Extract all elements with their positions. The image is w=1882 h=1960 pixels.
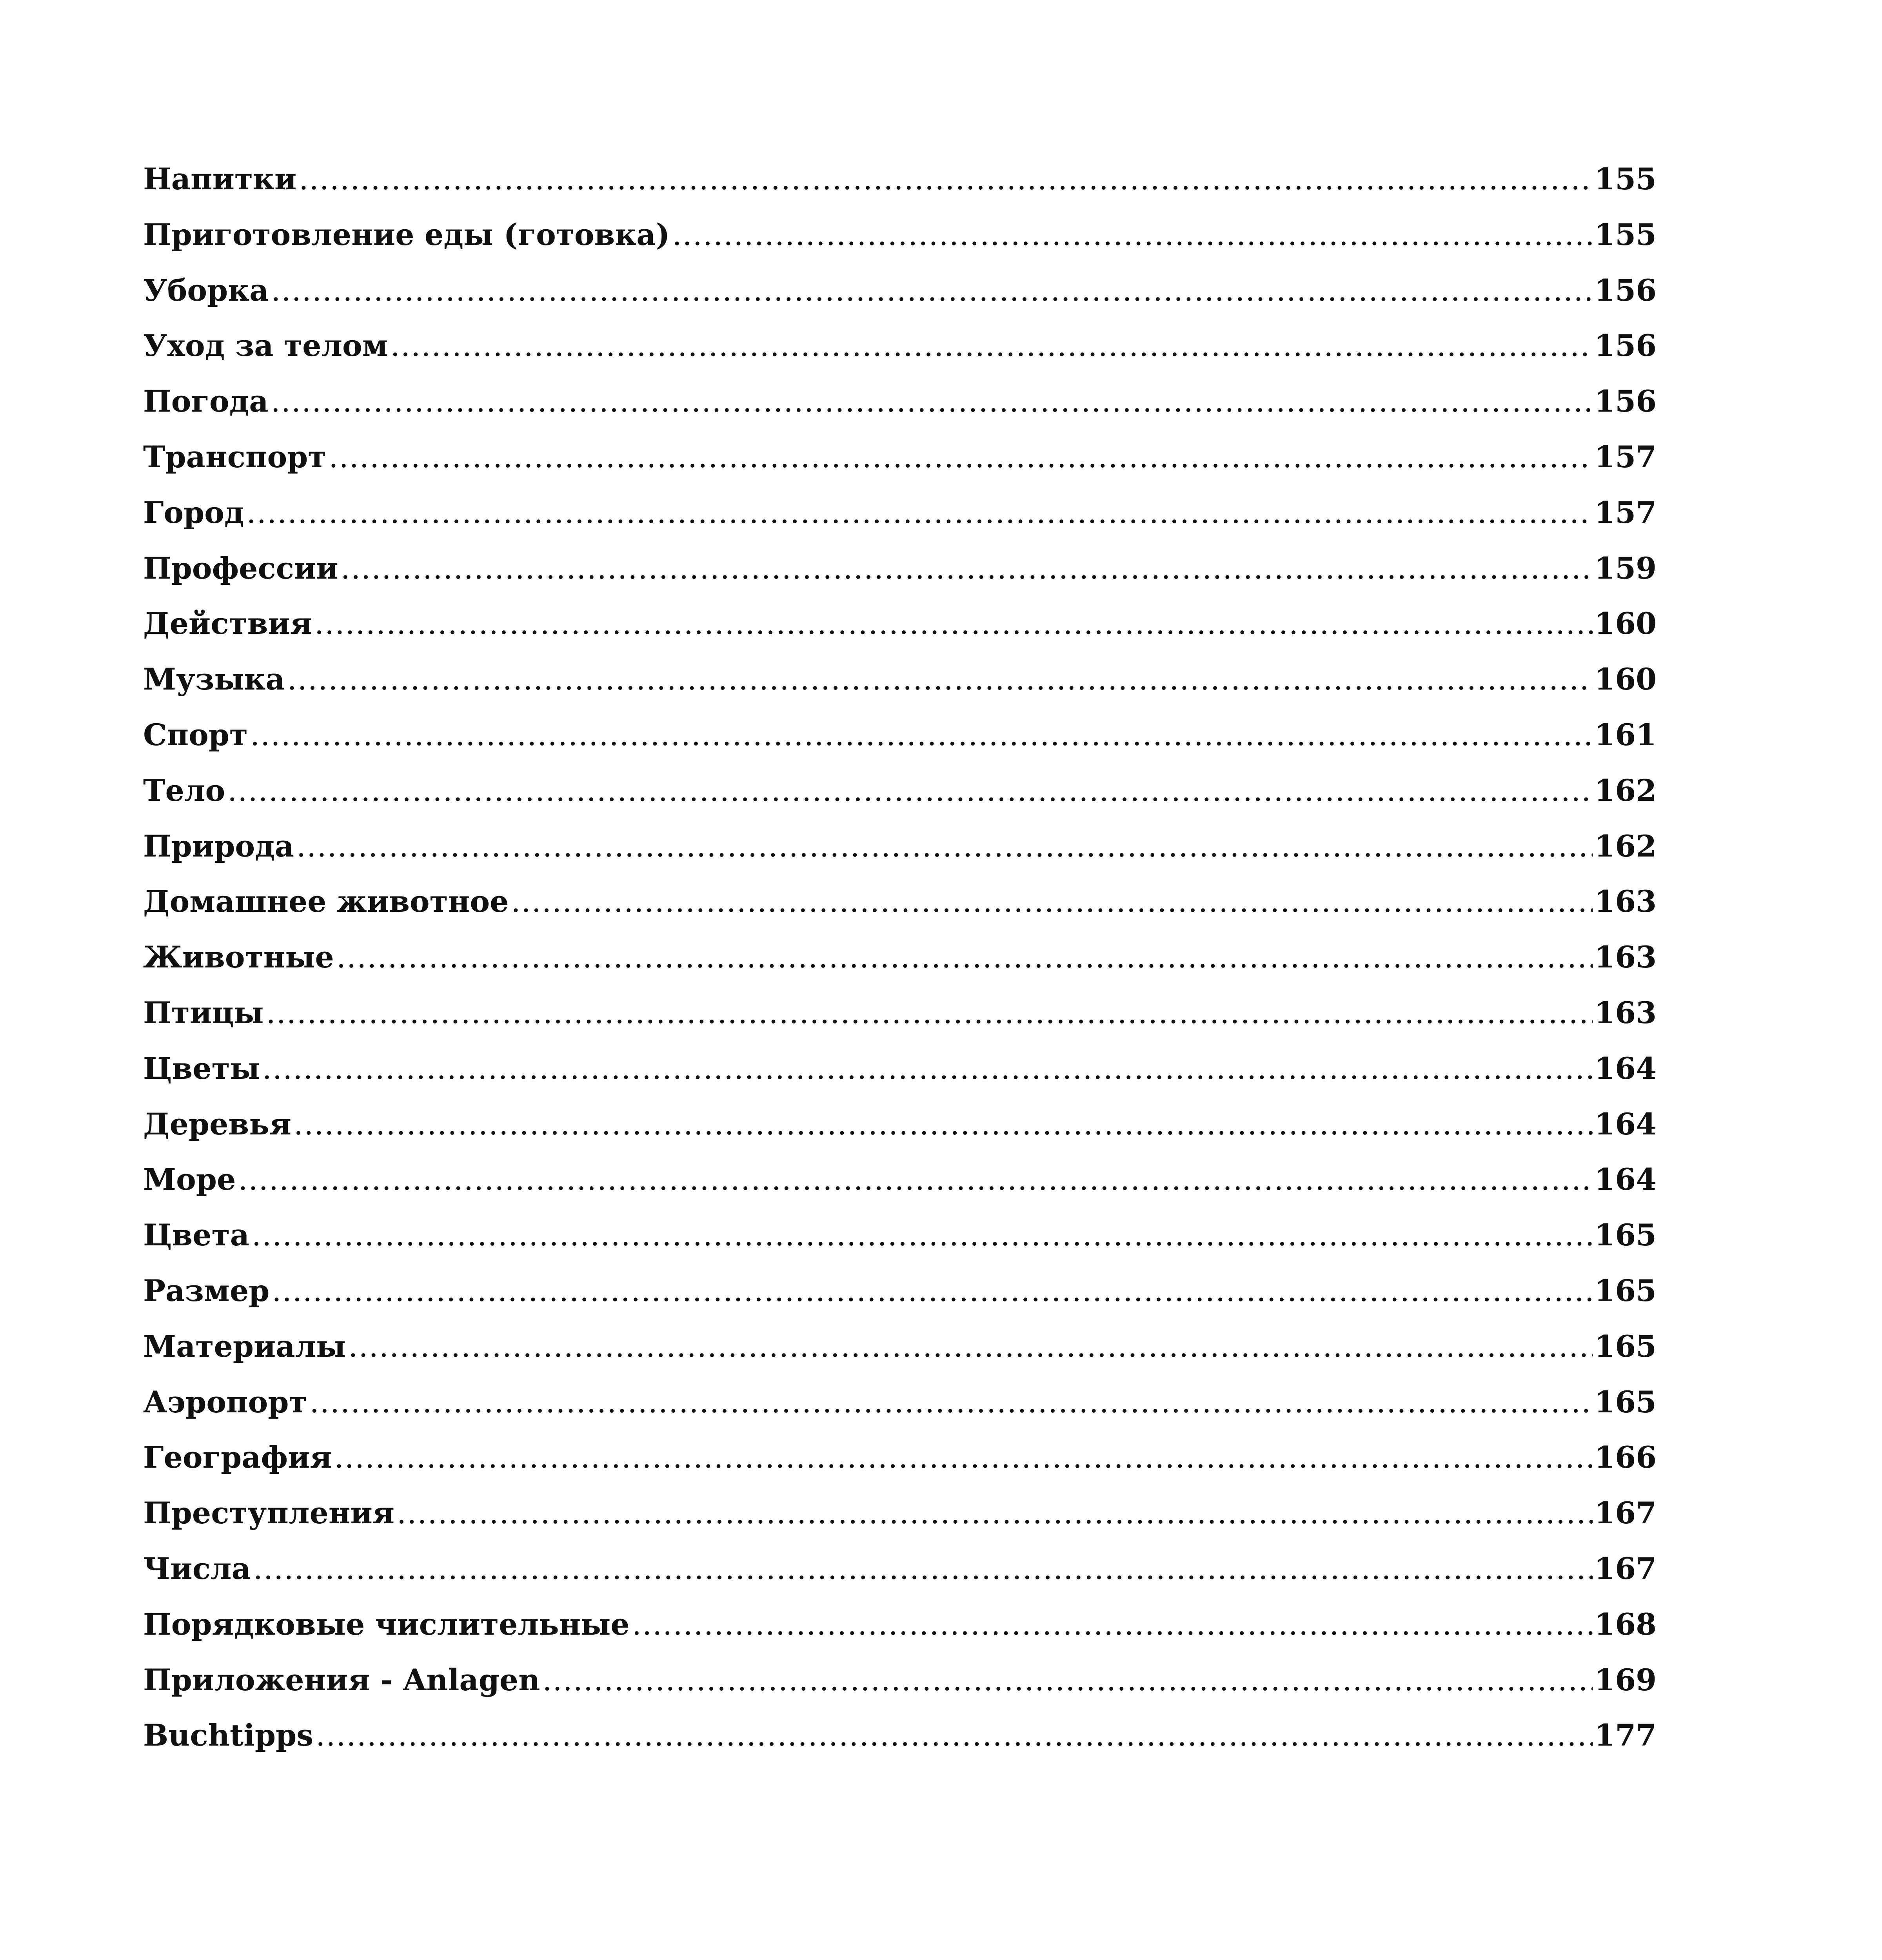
dot-leader [341, 551, 1593, 586]
toc-entry-page-number: 162 [1594, 828, 1657, 864]
toc-entry[interactable] [143, 1218, 1657, 1273]
dot-leader [252, 1218, 1593, 1252]
toc-entry[interactable] [143, 1440, 1657, 1495]
toc-entry[interactable] [143, 162, 1657, 217]
toc-entry-title: Действия [143, 606, 312, 641]
toc-entry-title: Числа [143, 1551, 251, 1586]
toc-entry[interactable] [143, 1385, 1657, 1440]
dot-leader [296, 829, 1593, 864]
dot-leader [316, 1718, 1593, 1753]
dot-leader [672, 217, 1593, 252]
dot-leader [271, 384, 1593, 419]
toc-entry[interactable] [143, 217, 1657, 273]
toc-entry-page-number: 156 [1594, 384, 1657, 419]
toc-entry-page-number: 155 [1594, 162, 1657, 196]
toc-entry-page-number: 166 [1594, 1440, 1657, 1475]
toc-entry-title: Порядковые числительные [143, 1606, 630, 1642]
toc-entry[interactable] [143, 662, 1657, 717]
toc-entry[interactable] [143, 717, 1657, 773]
toc-entry[interactable] [143, 1273, 1657, 1329]
toc-entry-title: Уход за телом [143, 328, 388, 363]
toc-entry-page-number: 165 [1594, 1384, 1657, 1419]
toc-entry-title: Приложения - Anlagen [143, 1662, 540, 1697]
dot-leader [314, 606, 1593, 641]
toc-entry[interactable] [143, 1495, 1657, 1551]
toc-entry-page-number: 167 [1594, 1551, 1657, 1586]
toc-entry[interactable] [143, 1662, 1657, 1718]
toc-entry-page-number: 165 [1594, 1328, 1657, 1364]
toc-entry-title: Цветы [143, 1051, 260, 1086]
toc-entry-title: Птицы [143, 995, 264, 1030]
dot-leader [238, 1162, 1593, 1197]
toc-entry-title: Аэропорт [143, 1384, 307, 1419]
toc-entry-page-number: 164 [1594, 1162, 1657, 1197]
toc-entry-page-number: 157 [1594, 495, 1657, 530]
toc-entry-title: Спорт [143, 717, 248, 752]
toc-entry[interactable] [143, 439, 1657, 495]
toc-entry-title: Домашнее животное [143, 884, 509, 919]
toc-entry-page-number: 160 [1594, 606, 1657, 641]
toc-entry-page-number: 169 [1594, 1662, 1657, 1697]
toc-entry[interactable] [143, 884, 1657, 940]
toc-entry-title: Размер [143, 1273, 270, 1308]
toc-entry[interactable] [143, 773, 1657, 829]
toc-entry-page-number: 156 [1594, 272, 1657, 308]
dot-leader [336, 940, 1593, 975]
toc-entry-page-number: 163 [1594, 884, 1657, 919]
toc-entry[interactable] [143, 1551, 1657, 1607]
toc-entry[interactable] [143, 606, 1657, 662]
toc-entry-title: Цвета [143, 1218, 249, 1253]
toc-entry-page-number: 160 [1594, 662, 1657, 697]
toc-entry[interactable] [143, 273, 1657, 328]
dot-leader [299, 162, 1593, 196]
toc-entry[interactable] [143, 1051, 1657, 1107]
toc-entry[interactable] [143, 551, 1657, 606]
toc-entry-page-number: 155 [1594, 217, 1657, 252]
dot-leader [227, 773, 1593, 808]
dot-leader [247, 495, 1593, 530]
toc-entry-page-number: 162 [1594, 773, 1657, 808]
toc-entry[interactable] [143, 328, 1657, 384]
toc-entry[interactable] [143, 1162, 1657, 1218]
toc-entry-page-number: 165 [1594, 1273, 1657, 1308]
toc-entry-page-number: 161 [1594, 717, 1657, 752]
toc-entry-title: Животные [143, 940, 334, 975]
dot-leader [542, 1662, 1593, 1697]
toc-entry-title: Деревья [143, 1106, 291, 1142]
toc-entry-title: Приготовление еды (готовка) [143, 217, 670, 252]
toc-entry-title: Уборка [143, 272, 269, 308]
toc-entry-title: Город [143, 495, 244, 530]
dot-leader [310, 1385, 1593, 1419]
toc-entry-page-number: 168 [1594, 1606, 1657, 1642]
toc-entry[interactable] [143, 384, 1657, 439]
toc-entry-title: Преступления [143, 1495, 394, 1531]
dot-leader [391, 328, 1593, 363]
toc-entry[interactable] [143, 495, 1657, 551]
toc-entry-page-number: 163 [1594, 995, 1657, 1030]
toc-entry-page-number: 163 [1594, 940, 1657, 975]
dot-leader [271, 273, 1593, 308]
toc-entry-title: Транспорт [143, 439, 327, 474]
toc-entry-page-number: 159 [1594, 550, 1657, 586]
dot-leader [262, 1051, 1593, 1086]
toc-entry-title: География [143, 1440, 332, 1475]
toc-entry[interactable] [143, 1718, 1657, 1773]
toc-entry-title: Тело [143, 773, 225, 808]
toc-entry-title: Напитки [143, 162, 297, 196]
toc-entry-page-number: 165 [1594, 1218, 1657, 1253]
dot-leader [253, 1551, 1593, 1586]
dot-leader [329, 439, 1593, 474]
toc-entry[interactable] [143, 995, 1657, 1051]
dot-leader [511, 884, 1593, 919]
toc-entry[interactable] [143, 940, 1657, 995]
dot-leader [250, 717, 1593, 752]
dot-leader [294, 1107, 1593, 1142]
toc-entry-title: Buchtipps [143, 1718, 314, 1753]
toc-entry-page-number: 177 [1594, 1718, 1657, 1753]
toc-entry-title: Музыка [143, 662, 285, 697]
toc-entry-title: Море [143, 1162, 236, 1197]
toc-entry-page-number: 167 [1594, 1495, 1657, 1531]
dot-leader [348, 1329, 1593, 1364]
table-of-contents [143, 162, 1657, 1773]
toc-entry-page-number: 164 [1594, 1106, 1657, 1142]
toc-entry[interactable] [143, 1607, 1657, 1662]
dot-leader [272, 1273, 1593, 1308]
toc-entry-title: Погода [143, 384, 269, 419]
toc-entry[interactable] [143, 829, 1657, 884]
dot-leader [397, 1495, 1593, 1530]
toc-entry-title: Профессии [143, 550, 338, 586]
toc-entry[interactable] [143, 1329, 1657, 1385]
dot-leader [266, 995, 1593, 1030]
dot-leader [632, 1607, 1593, 1642]
toc-entry-page-number: 164 [1594, 1051, 1657, 1086]
toc-entry-page-number: 157 [1594, 439, 1657, 474]
dot-leader [287, 662, 1593, 697]
toc-entry-title: Природа [143, 828, 294, 864]
toc-entry-page-number: 156 [1594, 328, 1657, 363]
toc-entry-title: Материалы [143, 1328, 346, 1364]
dot-leader [334, 1440, 1593, 1475]
toc-entry[interactable] [143, 1107, 1657, 1162]
